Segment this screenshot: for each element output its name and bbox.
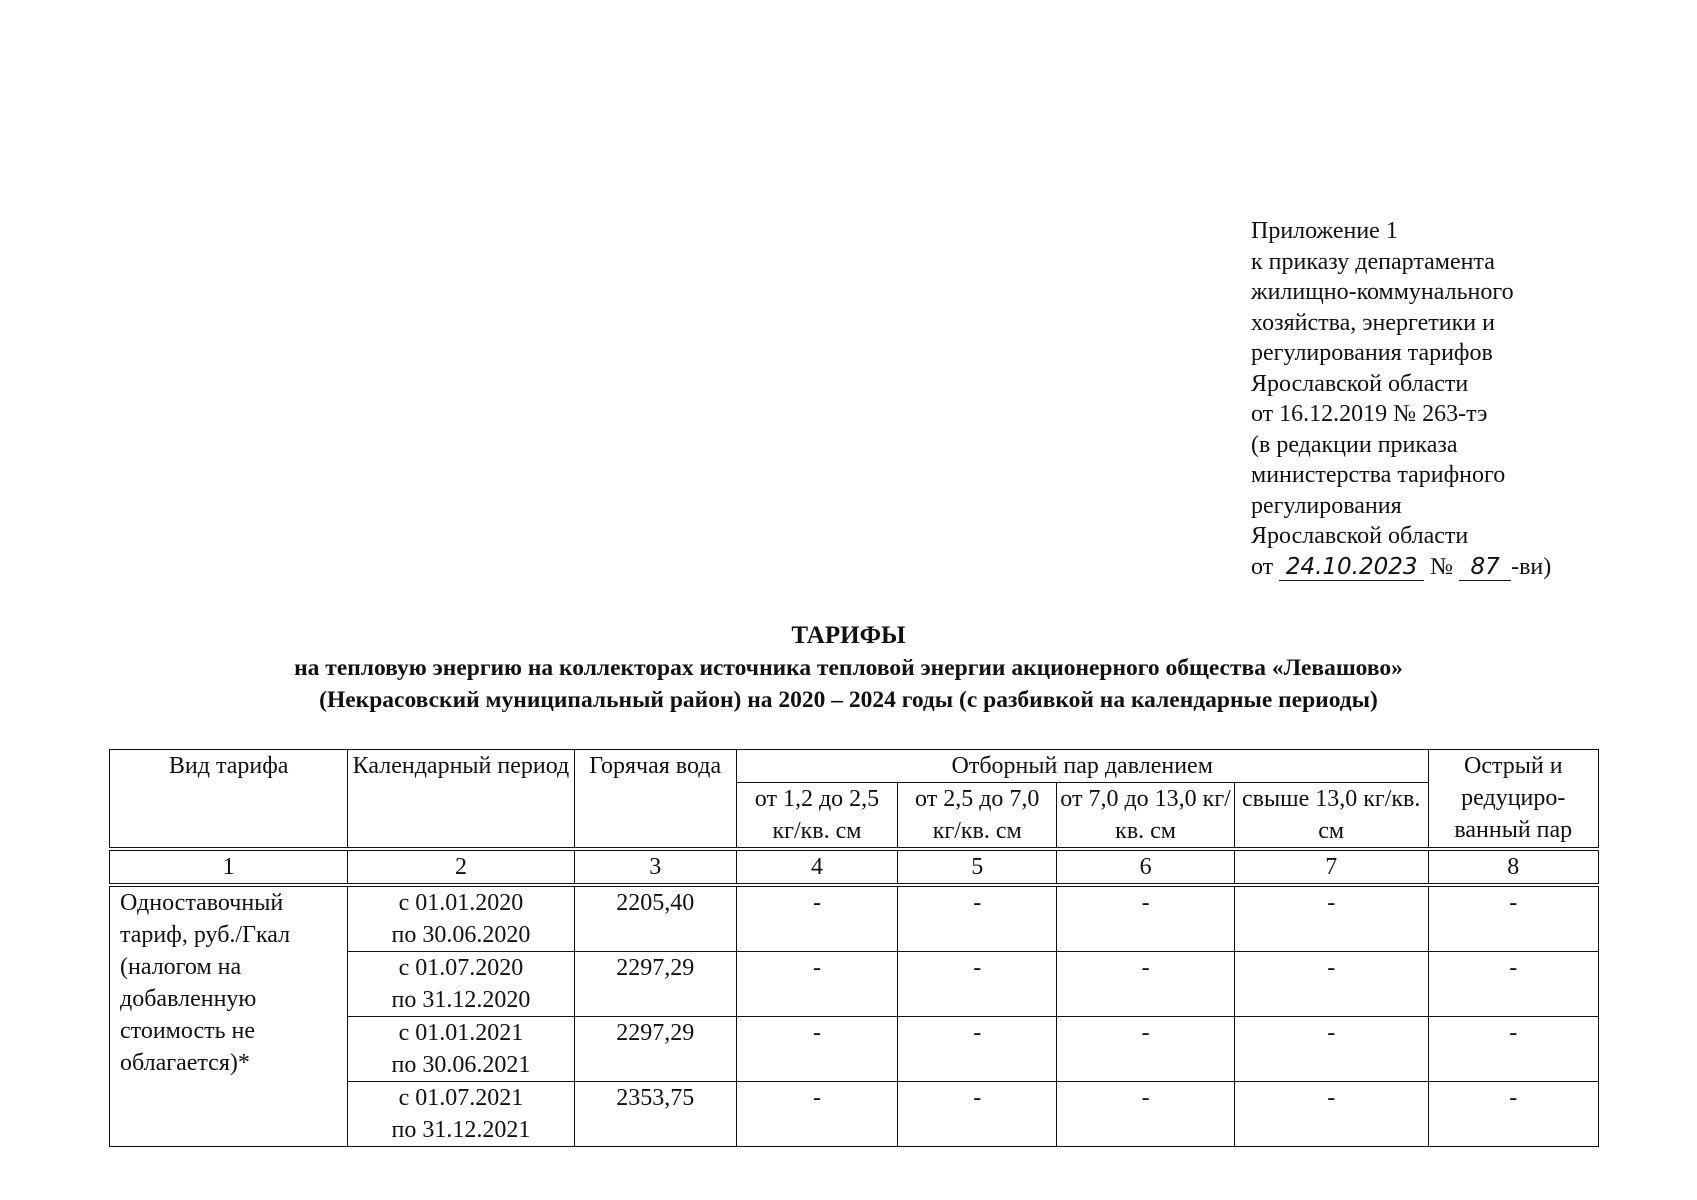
period-cell — [348, 952, 574, 1017]
period-cell — [348, 1082, 574, 1147]
pressure-1-value: - — [736, 952, 897, 1017]
pressure-2-value: - — [898, 885, 1057, 952]
pressure-4-value: - — [1234, 1017, 1428, 1082]
header-steam-group: Отборный пар давлением — [736, 750, 1428, 783]
handwritten-date: 24.10.2023 — [1279, 554, 1424, 581]
appendix-line: к приказу департамента — [1251, 248, 1495, 275]
hot-water-value: 2205,40 — [574, 885, 736, 952]
appendix-line: (в редакции приказа — [1251, 431, 1458, 458]
pressure-4-value: - — [1234, 952, 1428, 1017]
appendix-amendment-line — [1251, 552, 1551, 583]
pressure-3-value: - — [1057, 885, 1235, 952]
column-number: 7 — [1234, 849, 1428, 885]
tariff-kind-cell: Одноставочный тариф, руб./Гкал (налогом на добавленную стоимость не облагается)* — [110, 885, 348, 1147]
period-to: по 30.06.2021 — [391, 1052, 531, 1078]
header-pressure-4: свыше 13,0 кг/кв. см — [1234, 783, 1428, 850]
appendix-line: хозяйства, энергетики и — [1251, 309, 1495, 336]
appendix-line: жилищно-коммунального — [1251, 279, 1514, 305]
period-to: по 31.12.2021 — [391, 1117, 531, 1143]
header-pressure-2: от 2,5 до 7,0 кг/кв. см — [898, 783, 1057, 850]
table-row — [110, 885, 1599, 952]
pressure-4-value: - — [1234, 1082, 1428, 1147]
appendix-line: Приложение 1 — [1251, 218, 1398, 244]
title-main: ТАРИФЫ — [791, 622, 906, 649]
appendix-line: Ярославской области — [1251, 523, 1469, 549]
appendix-line: регулирования — [1251, 492, 1402, 519]
sharp-steam-value: - — [1428, 1017, 1598, 1082]
title-line-1: на тепловую энергию на коллекторах источника тепловой энергии акционерного общества «Левашово» — [294, 655, 1403, 681]
pressure-3-value: - — [1057, 1017, 1235, 1082]
number-sign: № — [1430, 553, 1454, 580]
column-number: 8 — [1428, 849, 1598, 885]
appendix-line: Ярославской области — [1251, 370, 1469, 397]
header-kind: Вид тарифа — [110, 750, 348, 850]
period-to: по 30.06.2020 — [391, 922, 531, 948]
period-cell — [348, 885, 574, 952]
column-number: 5 — [898, 849, 1057, 885]
header-period: Календарный период — [348, 750, 574, 850]
column-number: 1 — [110, 849, 348, 885]
column-number-row — [110, 849, 1599, 885]
sharp-steam-value: - — [1428, 885, 1598, 952]
header-pressure-3: от 7,0 до 13,0 кг/кв. см — [1057, 783, 1235, 850]
title-line-2: (Некрасовский муниципальный район) на 2020 – 2024 годы (с разбивкой на календарные периоды) — [319, 687, 1378, 713]
document-title — [0, 620, 1697, 716]
column-number: 2 — [348, 849, 574, 885]
period-from: с 01.07.2020 — [398, 955, 524, 981]
hot-water-value: 2297,29 — [574, 1017, 736, 1082]
period-from: с 01.01.2020 — [398, 890, 524, 916]
appendix-line: регулирования тарифов — [1251, 340, 1493, 366]
period-to: по 31.12.2020 — [391, 987, 531, 1013]
tariff-table — [109, 749, 1599, 1147]
period-cell — [348, 1017, 574, 1082]
handwritten-number: 87 — [1459, 554, 1511, 581]
header-pressure-1: от 1,2 до 2,5 кг/кв. см — [736, 783, 897, 850]
sharp-steam-value: - — [1428, 1082, 1598, 1147]
sharp-steam-value: - — [1428, 952, 1598, 1017]
pressure-2-value: - — [898, 1017, 1057, 1082]
column-number: 4 — [736, 849, 897, 885]
hot-water-value: 2297,29 — [574, 952, 736, 1017]
appendix-line: от 16.12.2019 № 263-тэ — [1251, 401, 1488, 427]
appendix-suffix: -ви) — [1511, 553, 1552, 580]
pressure-1-value: - — [736, 885, 897, 952]
pressure-3-value: - — [1057, 1082, 1235, 1147]
column-number: 3 — [574, 849, 736, 885]
column-number: 6 — [1057, 849, 1235, 885]
header-sharp-steam: Острый и редуциро-ванный пар — [1428, 750, 1598, 850]
pressure-3-value: - — [1057, 952, 1235, 1017]
appendix-block — [1251, 216, 1551, 582]
period-from: с 01.01.2021 — [398, 1020, 524, 1046]
pressure-4-value: - — [1234, 885, 1428, 952]
pressure-1-value: - — [736, 1082, 897, 1147]
pressure-2-value: - — [898, 952, 1057, 1017]
period-from: с 01.07.2021 — [398, 1085, 524, 1111]
pressure-1-value: - — [736, 1017, 897, 1082]
appendix-line: министерства тарифного — [1251, 462, 1506, 488]
header-hot-water: Горячая вода — [574, 750, 736, 850]
appendix-prefix: от — [1251, 553, 1274, 580]
pressure-2-value: - — [898, 1082, 1057, 1147]
hot-water-value: 2353,75 — [574, 1082, 736, 1147]
